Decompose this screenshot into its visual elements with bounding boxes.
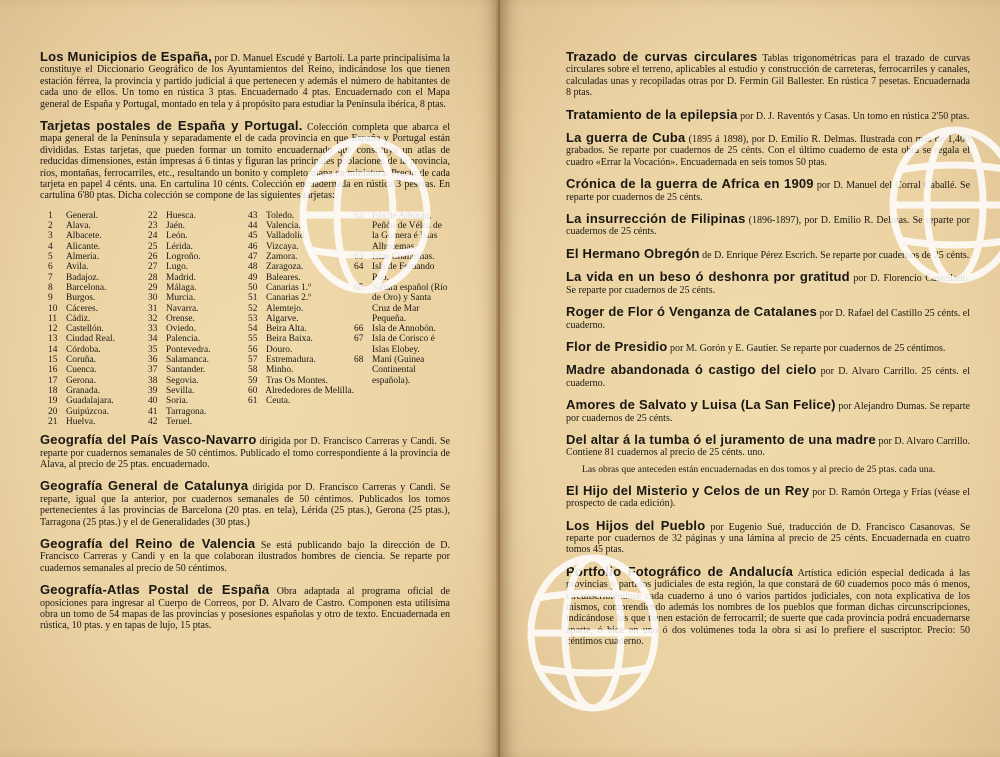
tarjeta-item — [48, 211, 148, 221]
tarjeta-number: 26 — [148, 252, 158, 263]
tarjetas-table — [48, 211, 450, 427]
tarjeta-number: 52 — [248, 303, 258, 314]
entry-title: Madre abandonada ó castigo del cielo — [566, 362, 817, 378]
tarjeta-item — [48, 365, 148, 375]
entry-desc: dirigida por D. Francisco Carreras y Candi. Se reparte por cuadernos semanales de 50 céntimos. Publicado el tomo correspondiente á la provincia de Alava, al precio de 25 ptas. encuadernado. — [40, 436, 450, 470]
entry-desc: por D. Ramón Ortega y Frías (véase el prospecto de cada edición). — [566, 486, 971, 510]
tarjeta-item — [148, 417, 248, 427]
tarjeta-name: Málaga. — [166, 282, 197, 293]
tarjeta-item — [148, 221, 248, 231]
tarjeta-name: Jaén. — [166, 221, 186, 232]
tarjeta-item — [148, 273, 248, 283]
entry-desc: por D. Rafael del Castillo 25 cénts. el cuaderno. — [566, 308, 970, 331]
tarjeta-item — [148, 355, 248, 365]
entry-cuba — [566, 131, 970, 168]
tarjeta-name: Santander. — [166, 365, 206, 376]
entry-salvato — [566, 398, 970, 424]
tarjeta-name: Alrededores de Melilla. — [265, 385, 354, 396]
tarjeta-name: Castellón. — [66, 324, 104, 335]
tarjeta-item — [354, 252, 450, 262]
tarjeta-item — [248, 211, 354, 221]
tarjeta-item — [48, 334, 148, 344]
entry-desc: (1896-1897), por D. Emilio R. Delmas. Se reparte por cuadernos de 25 cénts. — [566, 215, 970, 238]
tarjeta-number: 28 — [148, 272, 158, 283]
tarjeta-item — [48, 221, 148, 231]
tarjeta-number: 65 — [354, 282, 364, 293]
tarjeta-item — [148, 324, 248, 334]
tarjeta-number: 62 — [354, 210, 364, 221]
tarjeta-name: Toledo. — [266, 210, 295, 221]
entry-title: Geografía-Atlas Postal de España — [40, 582, 270, 598]
tarjeta-number: 35 — [148, 344, 158, 355]
entry-title: La insurrección de Filipinas — [566, 211, 746, 227]
tarjeta-item — [248, 273, 354, 283]
entry-desc: por D. Manuel del Corral Caballé. Se reparte por cuadernos de 25 cénts. — [566, 180, 971, 203]
entry-desc: Se está publicando bajo la dirección de D. Francisco Carreras y Candi y en la que colaboran ilustrados hombres de ciencia. Se reparte por cuadernos semanales al precio de 50 céntimos. — [40, 539, 451, 574]
tarjeta-name: Valladolid. — [266, 231, 307, 242]
entry-desc: Artística edición especial dedicada á las provincias y partidos judiciales de esta región, la que constará de 60 cuadernos poco más ó menos, circunscribiéndose cada cuaderno á uno ó varios partidos judiciales, con nota explicativa de los mismos, comprendiendo además los nombres de los pueblos que forman dichas circunscripciones, indicándose los que tienen estación de ferrocarril; de suerte que cada provincia podrá encuadernarse aparte, ó bien en uno ó dos volúmenes toda la obra si así lo prefiere el suscriptor. Precio: 50 céntimos cuaderno. — [566, 567, 970, 648]
entry-desc: por D. Manuel Escudé y Bartolí. La parte principalísima la constituye el Diccionario Geográfico de los Ayuntamientos del Reino, indicándose los que tienen estación férrea, la provincia y partido judicial á que pertenecen y además el número de habitantes de cada uno de ellos. Un tomo en rústica 3 ptas. Encuadernado 4 ptas. Encuadernado con el Mapa general de España y Portugal, montado en tela y á propósito para estudiar la Península ibérica, 8 ptas. — [40, 53, 450, 110]
tarjeta-item — [148, 211, 248, 221]
entry-title: Flor de Presidio — [566, 338, 668, 354]
entry-valencia — [40, 537, 450, 574]
tarjeta-name: Guadalajara. — [66, 396, 114, 407]
entry-title: Geografía General de Catalunya — [40, 478, 249, 494]
tarjeta-item — [248, 355, 354, 365]
entry-title: Tratamiento de la epilepsia — [566, 106, 738, 122]
tarjeta-item — [248, 334, 354, 344]
tarjeta-item — [48, 293, 148, 303]
tarjeta-name: Madrid. — [166, 272, 196, 283]
entry-curvas — [566, 50, 970, 99]
tarjeta-name: Burgos. — [66, 293, 96, 304]
tarjeta-name: Lugo. — [166, 262, 189, 273]
tarjeta-item — [354, 324, 450, 334]
tarjeta-number: 49 — [248, 272, 258, 283]
tarjeta-number: 27 — [148, 262, 158, 273]
entry-title: Crónica de la guerra de Africa en 1909 — [566, 176, 814, 192]
entry-filipinas — [566, 212, 970, 238]
entry-postal — [40, 583, 450, 632]
entry-desc: por M. Gorón y E. Gautier. Se reparte por cuadernos de 25 céntimos. — [669, 342, 946, 354]
tarjeta-item — [48, 283, 148, 293]
tarjeta-name: Almería. — [66, 252, 100, 263]
tarjeta-name: Huesca. — [166, 210, 196, 221]
tarjeta-item — [148, 314, 248, 324]
entry-desc: por D. Alvaro Carrillo. 25 cénts. el cuaderno. — [566, 366, 970, 389]
tarjeta-number: 67 — [354, 334, 364, 345]
tarjeta-item — [248, 262, 354, 272]
tarjeta-name: Barcelona. — [66, 282, 107, 293]
tarjeta-item — [354, 283, 450, 324]
tarjeta-name: Soria. — [166, 396, 189, 407]
tarjeta-item — [148, 252, 248, 262]
tarjeta-name: Tras Os Montes. — [266, 375, 328, 386]
tarjeta-number: 13 — [48, 334, 58, 345]
tarjeta-number: 22 — [148, 210, 158, 221]
tarjeta-item — [248, 304, 354, 314]
entry-epilepsia — [566, 108, 970, 122]
entry-obregon — [566, 247, 970, 261]
entry-desc: por D. J. Raventós y Casas. Un tomo en rústica 2'50 ptas. — [740, 110, 970, 122]
tarjeta-number: 51 — [248, 293, 258, 304]
tarjeta-item — [148, 231, 248, 241]
tarjeta-number: 58 — [248, 365, 258, 376]
tarjeta-name: León. — [166, 231, 188, 242]
right-page — [500, 0, 1000, 757]
tarjeta-number: 64 — [354, 262, 364, 273]
tarjeta-name: Sahara español (Río de Oro) y Santa Cruz de Mar Pequeña. — [372, 282, 448, 324]
tarjeta-name: Gerona. — [66, 375, 96, 386]
tarjeta-number: 66 — [354, 324, 364, 335]
tarjeta-name: Douro. — [266, 344, 293, 355]
entry-beso — [566, 270, 970, 296]
tarjeta-name: Lérida. — [166, 241, 193, 252]
tarjeta-item — [48, 273, 148, 283]
tarjeta-item — [148, 242, 248, 252]
tarjeta-number: 29 — [148, 282, 158, 293]
tarjeta-number: 37 — [148, 365, 158, 376]
tarjeta-item — [248, 242, 354, 252]
tarjeta-number: 15 — [48, 355, 58, 366]
entry-desc: Tablas trigonométricas para el trazado de curvas circulares sobre el terreno, aplicables al estudio y construcción de carreteras, ferrocarriles y canales, calculadas unas y recopiladas otras por D. Fermín Gil Ballester. En rústica 7 pesetas. Encuadernada 8 ptas. — [566, 53, 971, 99]
tarjeta-item — [354, 355, 450, 386]
tarjeta-number: 68 — [354, 355, 364, 366]
entry-roger — [566, 305, 970, 331]
tarjeta-item — [148, 376, 248, 386]
entry-andalucia — [566, 565, 970, 648]
tarjeta-number: 47 — [248, 252, 258, 263]
tarjeta-item — [248, 365, 354, 375]
tarjeta-number: 38 — [148, 375, 158, 386]
entry-madre — [566, 363, 970, 389]
tarjeta-name: Tarragona. — [166, 406, 207, 417]
right-column — [566, 50, 970, 657]
tarjeta-item — [148, 283, 248, 293]
tarjeta-number: 41 — [148, 406, 158, 417]
tarjeta-number: 33 — [148, 324, 158, 335]
tarjeta-name: Cádiz. — [66, 313, 91, 324]
tarjeta-item — [148, 345, 248, 355]
tarjeta-number: 14 — [48, 344, 58, 355]
tarjeta-number: 12 — [48, 324, 58, 335]
tarjeta-number: 8 — [48, 282, 53, 293]
tarjeta-number: 57 — [248, 355, 258, 366]
tarjeta-item — [148, 304, 248, 314]
tarjeta-item — [48, 355, 148, 365]
entry-desc: por D. Florencio Castellano. Se reparte por cuadernos de 25 cénts. — [566, 273, 971, 296]
tarjeta-item — [48, 376, 148, 386]
tarjeta-item — [48, 386, 148, 396]
tarjeta-number: 5 — [48, 252, 53, 263]
tarjeta-number: 21 — [48, 416, 58, 427]
entry-title: Del altar á la tumba ó el juramento de una madre — [566, 431, 876, 447]
tarjeta-name: Islas Chafarinas. — [372, 252, 435, 263]
tarjeta-name: Zamora. — [266, 252, 298, 263]
tarjeta-name: Zaragoza. — [266, 262, 304, 273]
entry-desc: por Eugenio Sué, traducción de D. Francisco Casanovas. Se reparte por cuadernos de 32 páginas y una lámina al precio de 25 cénts. Encuadernada en cuatro tomos 45 ptas. — [566, 521, 970, 556]
tarjeta-number: 6 — [48, 262, 53, 273]
tarjeta-item — [354, 334, 450, 355]
tarjeta-number: 61 — [248, 396, 258, 407]
tarjeta-item — [148, 293, 248, 303]
tarjeta-name: Cáceres. — [66, 303, 99, 314]
tarjeta-number: 46 — [248, 241, 258, 252]
tarjetas-column-2 — [148, 211, 248, 427]
tarjeta-item — [248, 345, 354, 355]
tarjeta-item — [48, 407, 148, 417]
tarjeta-name: Algarve. — [266, 313, 299, 324]
tarjeta-item — [248, 293, 354, 303]
tarjeta-number: 48 — [248, 262, 258, 273]
tarjeta-number: 60 — [248, 385, 258, 396]
tarjeta-item — [48, 314, 148, 324]
tarjeta-item — [48, 345, 148, 355]
tarjeta-name: Isla de Corisco é Islas Elobey. — [372, 334, 435, 355]
tarjeta-name: Oviedo. — [166, 324, 196, 335]
tarjeta-item — [248, 221, 354, 231]
tarjeta-number: 10 — [48, 303, 58, 314]
tarjeta-name: Alemtejo. — [266, 303, 304, 314]
tarjeta-item — [48, 231, 148, 241]
entry-title: La guerra de Cuba — [566, 130, 686, 146]
tarjeta-name: Badajoz. — [66, 272, 100, 283]
entry-title: Trazado de curvas circulares — [566, 49, 758, 64]
tarjeta-item — [248, 252, 354, 262]
tarjeta-item — [48, 396, 148, 406]
tarjeta-number: 53 — [248, 313, 258, 324]
tarjeta-number: 32 — [148, 313, 158, 324]
tarjeta-number: 3 — [48, 231, 53, 242]
entry-catalunya — [40, 479, 450, 528]
entry-title: El Hijo del Misterio y Celos de un Rey — [566, 482, 810, 498]
tarjeta-name: Córdoba. — [66, 344, 101, 355]
tarjeta-number: 11 — [48, 313, 58, 324]
tarjeta-name: Ceuta. — [266, 396, 291, 407]
tarjeta-name: Logroño. — [166, 252, 201, 263]
tarjeta-name: Alicante. — [66, 241, 101, 252]
tarjeta-item — [148, 365, 248, 375]
tarjeta-name: Pontevedra. — [166, 344, 211, 355]
tarjeta-name: Avila. — [66, 262, 89, 273]
tarjeta-name: Sevilla. — [166, 385, 195, 396]
entry-tarjetas — [40, 119, 450, 202]
tarjeta-name: Beira Alta. — [266, 324, 307, 335]
tarjeta-number: 59 — [248, 375, 258, 386]
tarjeta-name: General. — [66, 210, 99, 221]
tarjeta-number: 56 — [248, 344, 258, 355]
tarjeta-name: Huelva. — [66, 416, 96, 427]
tarjeta-name: Cuenca. — [66, 365, 97, 376]
tarjeta-name: Vizcaya. — [266, 241, 299, 252]
tarjeta-number: 55 — [248, 334, 258, 345]
altar-note: Las obras que anteceden están encuadernadas en dos tomos y al precio de 25 ptas. cada una. — [582, 463, 936, 475]
tarjeta-number: 39 — [148, 385, 158, 396]
entry-desc: (1895 á 1898), por D. Emilio R. Delmas. Ilustrada con más de 1,400 grabados. Se reparte por cuadernos de 25 cénts. Con el último cuaderno de esta obra se regala el cuadro «Errar la Vocación». Encuadernada en seis tomos 50 ptas. — [566, 134, 971, 168]
entry-desc: por D. Alvaro Carrillo. Contiene 81 cuadernos al precio de 25 cénts. uno. — [566, 435, 971, 459]
entry-desc: Colección completa que abarca el mapa general de la Península y separadamente el de cada provincia en que España y Portugal están divididas. Estas tarjetas, que pueden formar un tomito encuadernado que constituya un atlas de reducidas dimensiones, están impresas á 6 tintas y figuran las principales poblaciones de la provincia, ríos, montañas, ferrocarriles, etc., resultando un bonito y completo mapa en miniatura. Precio de cada tarjeta en papel 4 cénts. una. En cartulina 10 cénts. Colección encuadernada en rústica 3 pesetas. En cartulina 6'80 ptas. Dicha colección se compone de las siguientes tarjetas: — [40, 122, 451, 202]
tarjeta-name: Isla de Annobón. — [372, 324, 436, 335]
tarjeta-name: Valencia. — [266, 221, 301, 232]
tarjeta-item — [48, 242, 148, 252]
tarjeta-name: Canarias 2.º — [266, 293, 312, 304]
tarjeta-number: 25 — [148, 241, 158, 252]
tarjeta-item — [48, 262, 148, 272]
tarjeta-number: 9 — [48, 293, 53, 304]
tarjeta-number: 30 — [148, 293, 158, 304]
tarjeta-item — [248, 283, 354, 293]
tarjeta-name: Minho. — [266, 365, 294, 376]
tarjeta-item — [354, 211, 450, 252]
tarjeta-number: 23 — [148, 221, 158, 232]
tarjeta-name: Teruel. — [166, 416, 193, 427]
tarjeta-number: 17 — [48, 375, 58, 386]
tarjeta-item — [148, 407, 248, 417]
entry-altar — [566, 433, 970, 459]
tarjeta-item — [148, 262, 248, 272]
tarjeta-number: 16 — [48, 365, 58, 376]
tarjeta-name: Estremadura. — [266, 355, 316, 366]
entry-title: El Hermano Obregón — [566, 245, 700, 261]
entry-title: Amores de Salvato y Luisa (La San Felice) — [566, 397, 836, 413]
tarjeta-number: 7 — [48, 272, 53, 283]
tarjeta-name: Coruña. — [66, 355, 96, 366]
tarjeta-item — [248, 386, 354, 396]
entry-desc: de D. Enrique Pérez Escrich. Se reparte por cuadernos de 25 cénts. — [702, 249, 970, 261]
tarjeta-number: 4 — [48, 241, 53, 252]
tarjeta-item — [354, 262, 450, 283]
entry-vasco — [40, 433, 450, 470]
tarjeta-number: 45 — [248, 231, 258, 242]
entry-presidio — [566, 340, 970, 354]
tarjeta-name: Orense. — [166, 313, 195, 324]
tarjeta-item — [248, 376, 354, 386]
tarjeta-name: Granada. — [66, 385, 101, 396]
tarjeta-name: Isla de Alborán, Peñón de Vélez de la Gomera é Islas Alhucemas. — [372, 210, 442, 252]
tarjeta-name: Alava. — [66, 221, 91, 232]
tarjeta-item — [48, 324, 148, 334]
entry-title: Los Hijos del Pueblo — [566, 517, 706, 533]
tarjeta-number: 63 — [354, 252, 364, 263]
entry-title: Portfolio Fotográfico de Andalucía — [566, 563, 794, 579]
entry-title: Roger de Flor ó Venganza de Catalanes — [566, 304, 818, 320]
tarjeta-number: 44 — [248, 221, 258, 232]
tarjeta-number: 19 — [48, 396, 58, 407]
entry-desc: Obra adaptada al programa oficial de oposiciones para ingresar al Cuerpo de Correos, por D. Alvaro de Castro. Componen esta utilísima obra un tomo de 54 mapas de las provincias y posesiones españolas y otro de texto. Encuadernada en rústica, 10 ptas. y en tapas de lujo, 15 ptas. — [40, 586, 450, 632]
tarjeta-item — [48, 304, 148, 314]
tarjeta-number: 18 — [48, 385, 58, 396]
tarjeta-item — [148, 396, 248, 406]
tarjeta-item — [248, 314, 354, 324]
left-column — [40, 50, 450, 641]
entry-africa — [566, 177, 970, 203]
tarjeta-number: 42 — [148, 416, 158, 427]
entry-title: Tarjetas postales de España y Portugal. — [40, 118, 303, 134]
tarjetas-column-4 — [354, 211, 450, 427]
tarjeta-name: Beira Baixa. — [266, 334, 313, 345]
tarjeta-number: 31 — [148, 303, 158, 314]
tarjeta-item — [148, 334, 248, 344]
tarjeta-name: Murcia. — [166, 293, 196, 304]
tarjeta-name: Salamanca. — [166, 355, 209, 366]
tarjeta-item — [248, 231, 354, 241]
tarjeta-number: 20 — [48, 406, 58, 417]
tarjeta-name: Ciudad Real. — [66, 334, 115, 345]
tarjeta-item — [148, 386, 248, 396]
tarjeta-name: Albacete. — [66, 231, 102, 242]
tarjeta-item — [248, 324, 354, 334]
tarjeta-name: Maní (Guinea Continental española). — [372, 355, 425, 386]
entry-title: Geografía del País Vasco-Navarro — [40, 432, 257, 448]
tarjeta-name: Canarias 1.º — [266, 282, 312, 293]
tarjeta-item — [48, 252, 148, 262]
tarjetas-column-1 — [48, 211, 148, 427]
tarjeta-number: 34 — [148, 334, 158, 345]
tarjeta-item — [48, 417, 148, 427]
tarjeta-name: Baleares. — [266, 272, 301, 283]
entry-title: Los Municipios de España, — [40, 49, 212, 64]
tarjeta-name: Segovia. — [166, 375, 199, 386]
tarjeta-name: Guipúzcoa. — [66, 406, 109, 417]
tarjeta-number: 36 — [148, 355, 158, 366]
tarjeta-item — [248, 396, 354, 406]
tarjetas-column-3 — [248, 211, 354, 427]
entry-title: La vida en un beso ó deshonra por gratitud — [566, 269, 850, 285]
tarjeta-number: 1 — [48, 210, 53, 221]
entry-desc: por Alejandro Dumas. Se reparte por cuadernos de 25 cénts. — [566, 401, 970, 424]
tarjeta-name: Palencia. — [166, 334, 201, 345]
entry-desc: dirigida por D. Francisco Carreras y Candi. Se reparte, igual que la anterior, por cuadernos semanales de 50 céntimos. Publicados los tomos pertenecientes á las provincias de Barcelona (20 ptas. en tela), Lérida (25 ptas.), Gerona (25 ptas.), Tarragona (25 ptas.) y el de Generalidades (30 ptas.) — [40, 482, 451, 528]
tarjeta-number: 50 — [248, 282, 258, 293]
entry-title: Geografía del Reino de Valencia — [40, 535, 256, 551]
entry-municipios — [40, 50, 450, 110]
tarjeta-number: 24 — [148, 231, 158, 242]
tarjeta-number: 43 — [248, 210, 258, 221]
tarjeta-number: 40 — [148, 396, 158, 407]
tarjeta-number: 54 — [248, 324, 258, 335]
tarjeta-number: 2 — [48, 221, 53, 232]
entry-misterio — [566, 484, 970, 510]
tarjeta-name: Navarra. — [166, 303, 199, 314]
entry-pueblo — [566, 519, 970, 556]
tarjeta-name: Isla de Fernando Póo. — [372, 262, 435, 283]
